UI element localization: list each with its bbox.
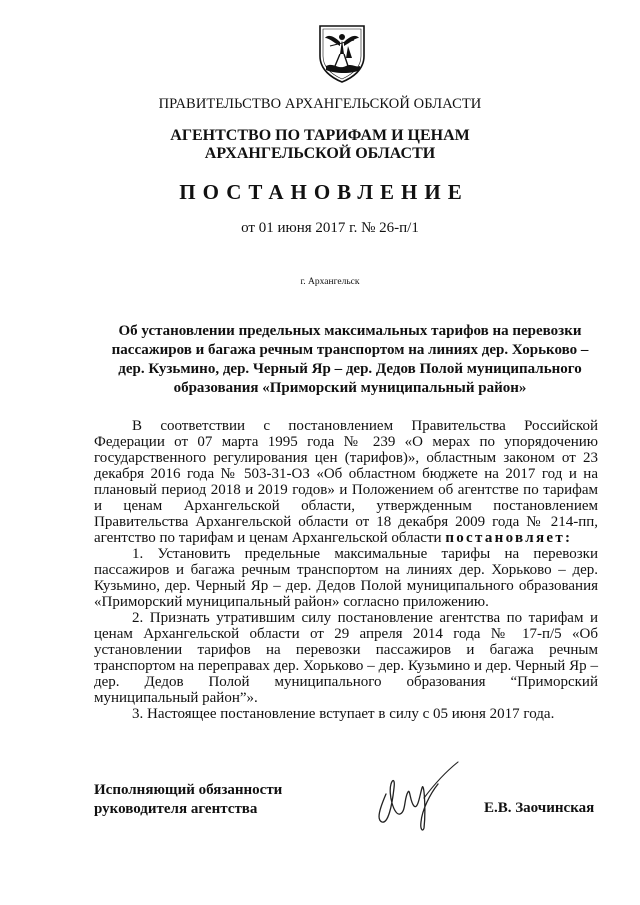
agency-name-line2: АРХАНГЕЛЬСКОЙ ОБЛАСТИ bbox=[204, 145, 436, 162]
item-2: 2. Признать утратившим силу постановление агентства по тарифам и ценам Архангельской области от 29 апреля 2014 года № 17-п/5 «Об установлении тарифов на перевозки пассажиров и багажа речным транспортом на переправах дер. Хорьково – дер. Кузьмино и дер. Черный Яр – дер. Дедов Полой муниципального образования “Приморский муниципальный район”». bbox=[94, 610, 598, 706]
document-body bbox=[94, 418, 598, 722]
document-type: ПОСТАНОВЛЕНИЕ bbox=[179, 180, 469, 204]
agency-name bbox=[0, 127, 640, 163]
preamble-paragraph bbox=[94, 418, 598, 546]
agency-name-line1: АГЕНТСТВО ПО ТАРИФАМ И ЦЕНАМ bbox=[170, 127, 470, 144]
document-date-number: от 01 июня 2017 г. № 26-п/1 bbox=[241, 220, 419, 236]
handwritten-signature-icon bbox=[366, 758, 460, 834]
decree-word: постановляет: bbox=[445, 530, 573, 546]
coat-of-arms-icon bbox=[316, 22, 368, 84]
government-name: ПРАВИТЕЛЬСТВО АРХАНГЕЛЬСКОЙ ОБЛАСТИ bbox=[158, 96, 482, 112]
item-1: 1. Установить предельные максимальные тарифы на перевозки пассажиров и багажа речным транспортом на линиях дер. Хорьково – дер. Кузьмино, дер. Черный Яр – дер. Дедов Полой муниципального образования «Приморский муниципальный район» согласно приложению. bbox=[94, 546, 598, 610]
preamble-text: В соответствии с постановлением Правительства Российской Федерации от 07 марта 1995 года № 239 «О мерах по упорядочению государственного регулирования цен (тарифов)», областным законом от 23 декабря 2016 года № 503-31-ОЗ «Об областном бюджете на 2017 год и на плановый период 2018 и 2019 годов» и Положением об агентстве по тарифам и ценам Архангельской области, утвержденным постановлением Правительства Архангельской области от 18 декабря 2009 года № 214-пп, агентство по тарифам и ценам Архангельской области bbox=[94, 418, 598, 546]
document-subject: Об установлении предельных максимальных тарифов на перевозки пассажиров и багажа речным транспортом на линиях дер. Хорьково – дер. Кузьмино, дер. Черный Яр – дер. Дедов Полой муниципального образования «Приморский муниципальный район» bbox=[111, 323, 589, 396]
item-3: 3. Настоящее постановление вступает в силу с 05 июня 2017 года. bbox=[132, 706, 555, 722]
signer-position-line1: Исполняющий обязанности bbox=[94, 782, 283, 798]
signer-name: Е.В. Заочинская bbox=[484, 800, 595, 816]
signer-position-line2: руководителя агентства bbox=[94, 801, 258, 817]
document-city: г. Архангельск bbox=[300, 277, 360, 287]
signer-position bbox=[94, 781, 282, 819]
